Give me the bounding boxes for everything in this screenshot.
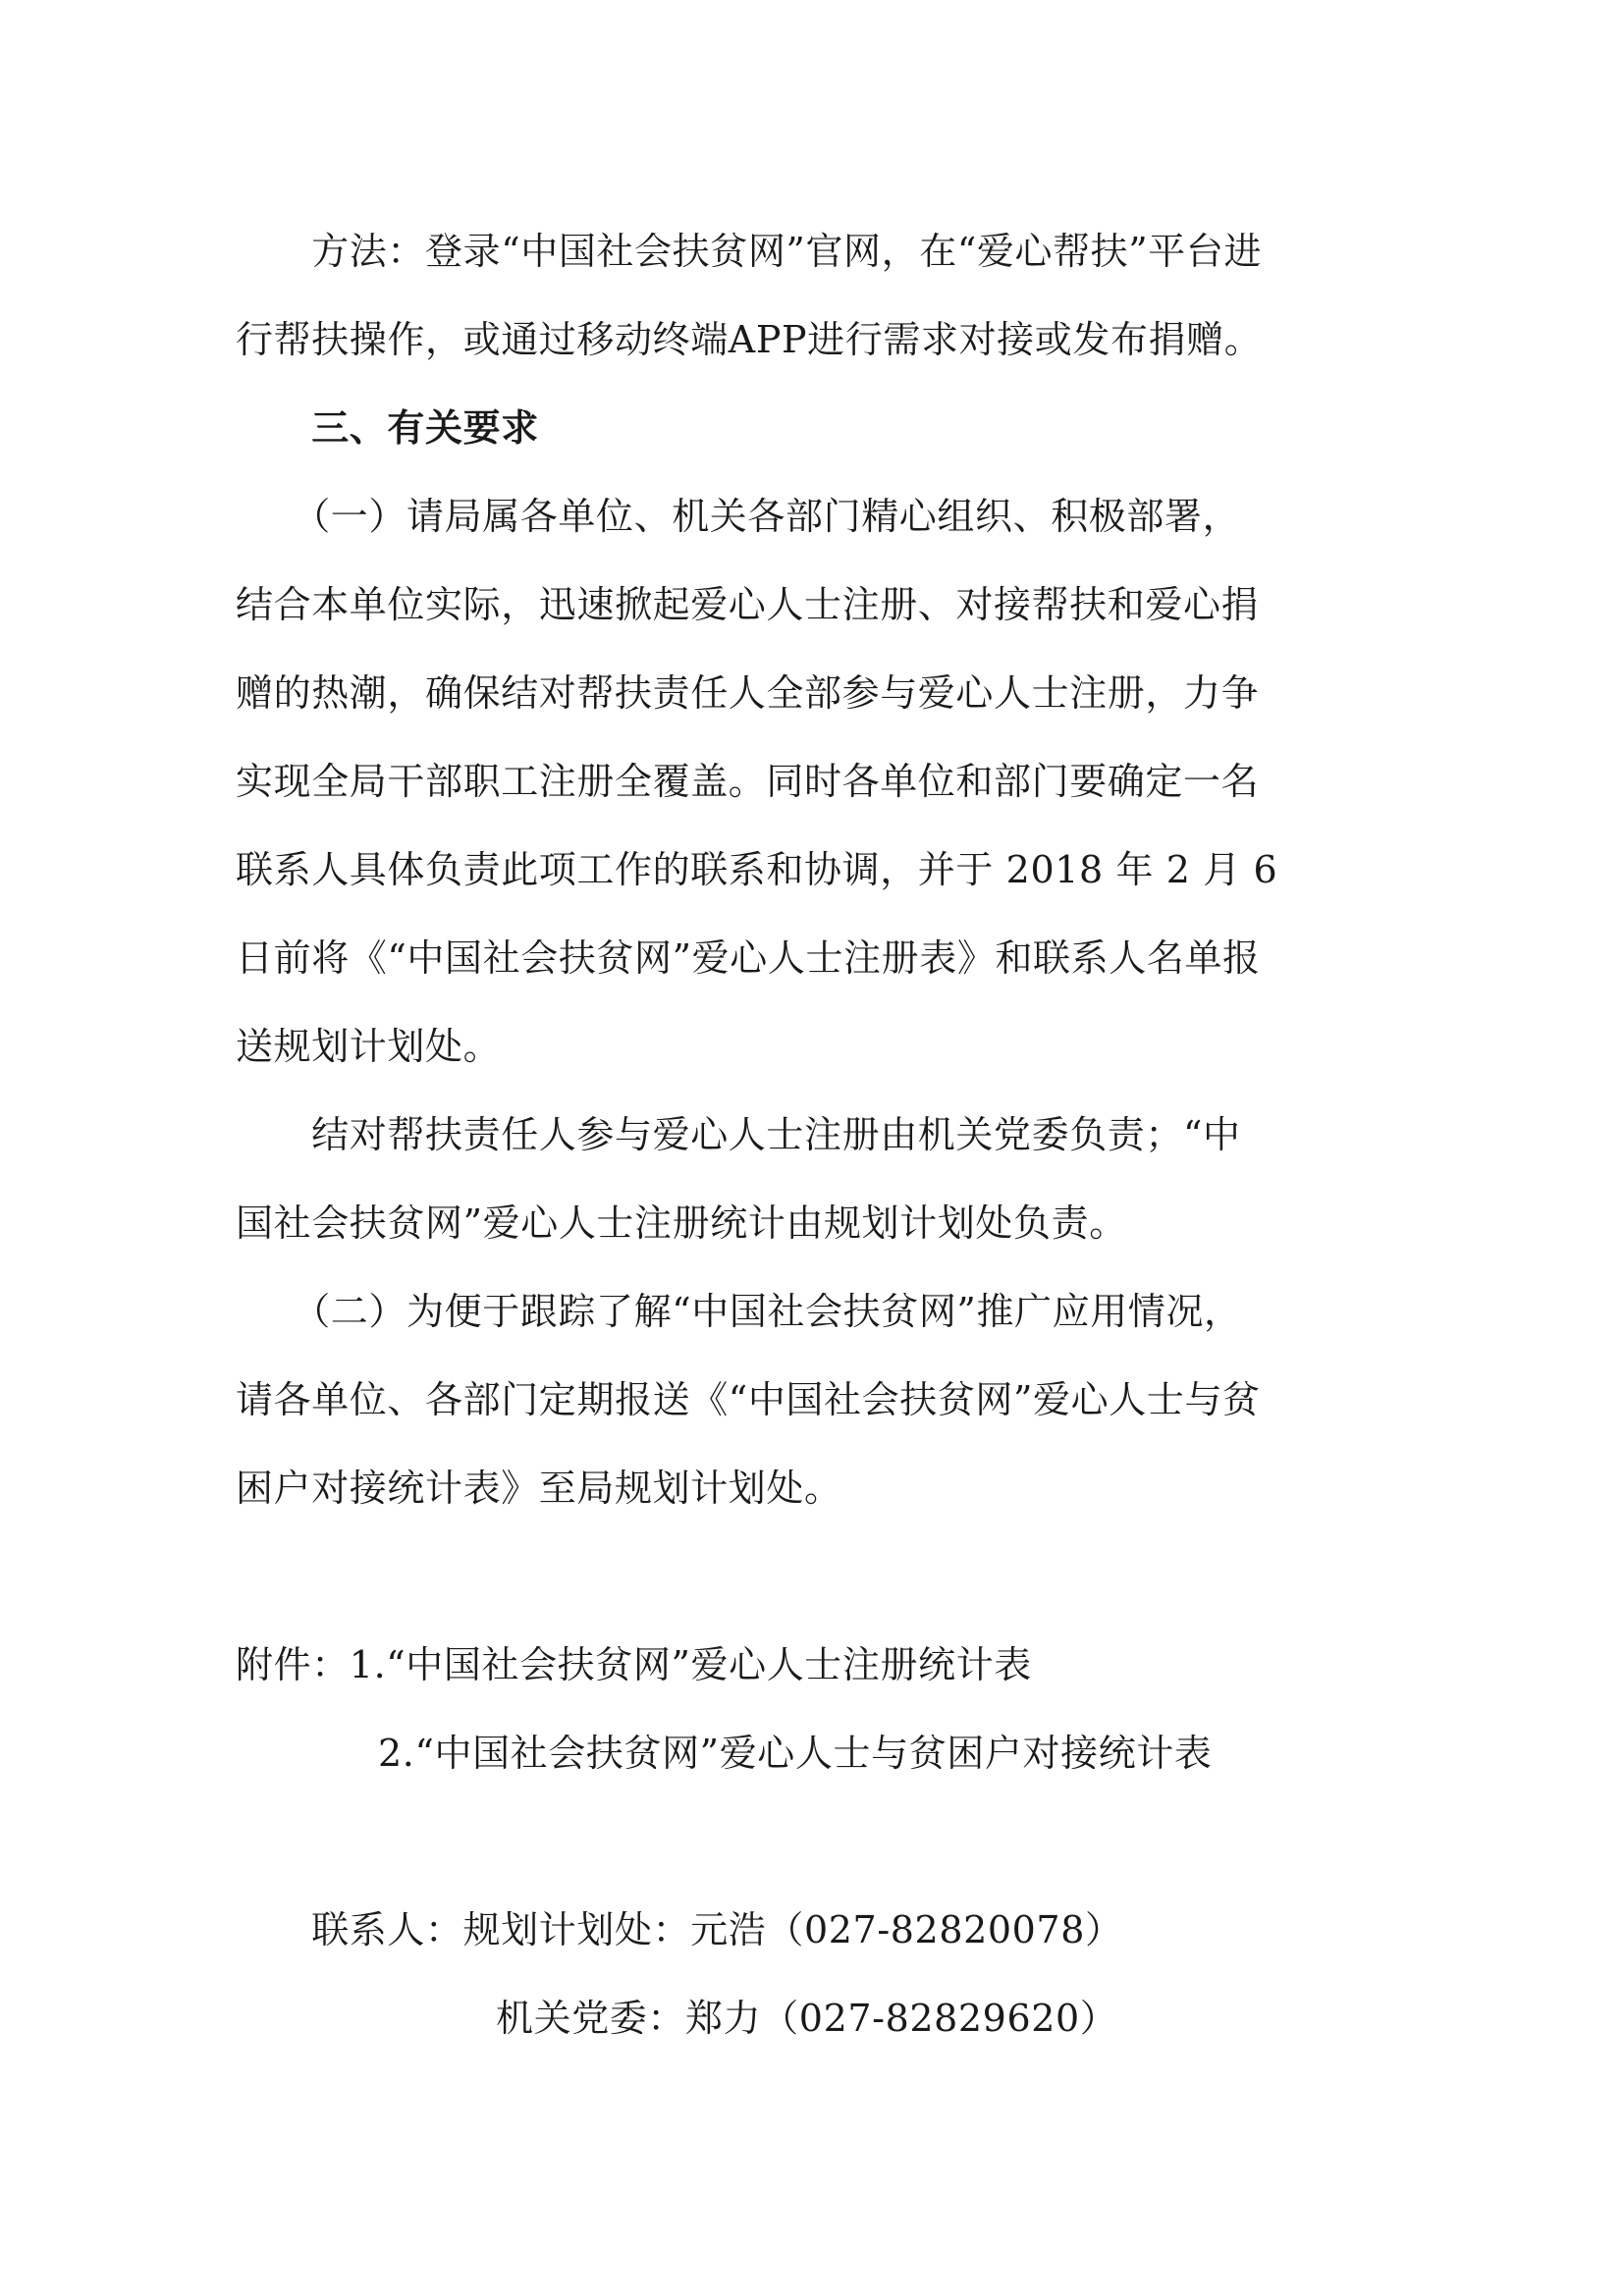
req2-line-2: 请各单位、各部门定期报送《“中国社会扶贫网”爱心人士与贫 — [236, 1378, 1261, 1421]
req1-line-1: （一）请局属各单位、机关各部门精心组织、积极部署， — [236, 495, 1241, 538]
contact-line-2: 机关党委：郑力（027-82829620） — [496, 1997, 1118, 2040]
method-line-2: 行帮扶操作，或通过移动终端APP进行需求对接或发布捐赠。 — [236, 318, 1263, 361]
req1-line-3: 赠的热潮，确保结对帮扶责任人全部参与爱心人士注册，力争 — [236, 671, 1260, 715]
req1-line-7: 送规划计划处。 — [236, 1025, 502, 1068]
section-heading-requirements: 三、有关要求 — [236, 406, 539, 450]
responsibility-line-2: 国社会扶贫网”爱心人士注册统计由规划计划处负责。 — [236, 1201, 1127, 1245]
attachment-2: 2.“中国社会扶贫网”爱心人士与贫困户对接统计表 — [378, 1732, 1213, 1775]
attachment-1: 附件：1.“中国社会扶贫网”爱心人士注册统计表 — [236, 1643, 1032, 1686]
req1-line-6: 日前将《“中国社会扶贫网”爱心人士注册表》和联系人名单报 — [236, 936, 1261, 980]
contact-line-1: 联系人：规划计划处：元浩（027-82820078） — [236, 1908, 1123, 1951]
req2-line-1: （二）为便于跟踪了解“中国社会扶贫网”推广应用情况， — [236, 1290, 1242, 1333]
req1-line-2: 结合本单位实际，迅速掀起爱心人士注册、对接帮扶和爱心捐 — [236, 583, 1260, 626]
req2-line-3: 困户对接统计表》至局规划计划处。 — [236, 1467, 842, 1510]
method-line-1: 方法：登录“中国社会扶贫网”官网，在“爱心帮扶”平台进 — [236, 230, 1263, 273]
responsibility-line-1: 结对帮扶责任人参与爱心人士注册由机关党委负责；“中 — [236, 1113, 1241, 1156]
req1-line-5: 联系人具体负责此项工作的联系和协调，并于 2018 年 2 月 6 — [236, 848, 1278, 891]
req1-line-4: 实现全局干部职工注册全覆盖。同时各单位和部门要确定一名 — [236, 760, 1260, 803]
